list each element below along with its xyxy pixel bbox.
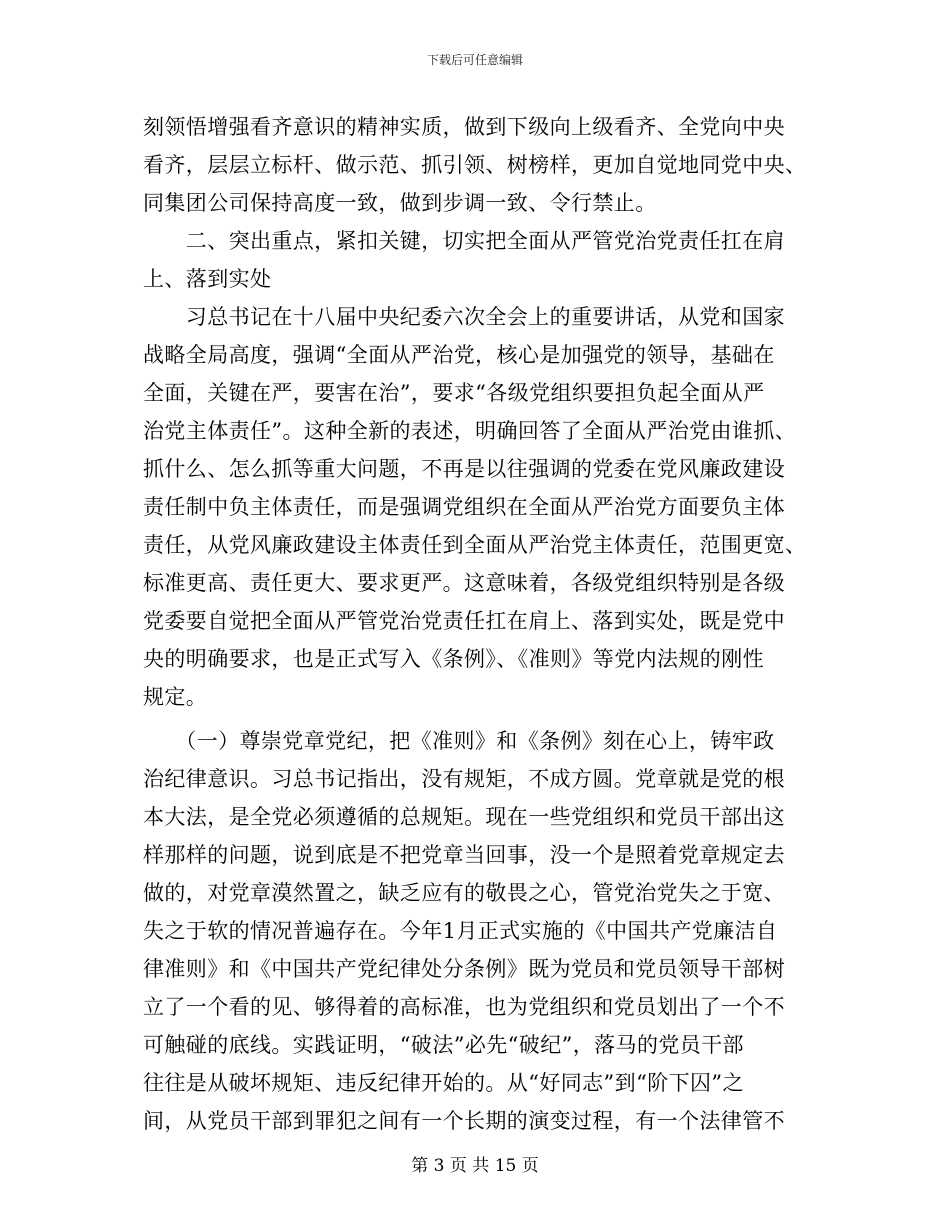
text-line: 规定。	[143, 685, 208, 709]
text-line: 治纪律意识。习总书记指出，没有规矩，不成方圆。党章就是党的根	[143, 767, 785, 791]
section-heading	[143, 222, 813, 298]
text-line: 责任制中负主体责任，而是强调党组织在全面从严治党方面要负主体	[143, 495, 785, 519]
text-line: 战略全局高度，强调“全面从严治党，核心是加强党的领导，基础在	[143, 343, 775, 367]
text-line: 律准则》和《中国共产党纪律处分条例》既为党员和党员领导干部树	[143, 957, 785, 981]
page-number: 第 3 页 共 15 页	[411, 1156, 539, 1176]
text-line: 做的，对党章漠然置之，缺乏应有的敬畏之心，管党治党失之于宽、	[143, 881, 785, 905]
text-line: （一）尊崇党章党纪，把《准则》和《条例》刻在心上，铸牢政	[143, 729, 775, 753]
text-line: 本大法，是全党必须遵循的总规矩。现在一些党组织和党员干部出这	[143, 805, 785, 829]
text-line: 可触碰的底线。实践证明，“破法”必先“破纪”，落马的党员干部	[143, 1033, 744, 1057]
text-line: 抓什么、怎么抓等重大问题，不再是以往强调的党委在党风廉政建设	[143, 457, 785, 481]
text-line: 全面，关键在严，要害在治”，要求“各级党组织要担负起全面从严	[143, 381, 765, 405]
text-line: 往往是从破坏规矩、违反纪律开始的。从“好同志”到“阶下囚”之	[143, 1071, 744, 1095]
paragraph	[143, 722, 813, 1140]
text-line: 二、突出重点，紧扣关键，切实把全面从严管党治党责任扛在肩	[143, 229, 785, 253]
text-line: 上、落到实处	[143, 267, 272, 291]
text-line: 同集团公司保持高度一致，做到步调一致、令行禁止。	[143, 191, 657, 215]
document-body	[143, 108, 813, 1140]
text-line: 责任，从党风廉政建设主体责任到全面从严治党主体责任，范围更宽、	[143, 533, 807, 557]
text-line: 刻领悟增强看齐意识的精神实质，做到下级向上级看齐、全党向中央	[143, 115, 785, 139]
text-line: 立了一个看的见、够得着的高标准，也为党组织和党员划出了一个不	[143, 995, 785, 1019]
text-line: 失之于软的情况普遍存在。今年1月正式实施的《中国共产党廉洁自	[143, 919, 778, 943]
text-line: 央的明确要求，也是正式写入《条例》、《准则》等党内法规的刚性	[143, 647, 764, 671]
text-line: 样那样的问题，说到底是不把党章当回事，没一个是照着党章规定去	[143, 843, 785, 867]
paragraph	[143, 298, 813, 716]
page-header: 下载后可任意编辑	[426, 53, 523, 67]
text-line: 习总书记在十八届中央纪委六次全会上的重要讲话，从党和国家	[143, 305, 785, 329]
text-line: 党委要自觉把全面从严管党治党责任扛在肩上、落到实处，既是党中	[143, 609, 785, 633]
paragraph	[143, 108, 813, 222]
text-line: 治党主体责任”。这种全新的表述，明确回答了全面从严治党由谁抓、	[143, 419, 797, 443]
text-line: 间，从党员干部到罪犯之间有一个长期的演变过程，有一个法律管不	[143, 1109, 785, 1133]
text-line: 看齐，层层立标杆、做示范、抓引领、树榜样，更加自觉地同党中央、	[143, 153, 807, 177]
text-line: 标准更高、责任更大、要求更严。这意味着，各级党组织特别是各级	[143, 571, 785, 595]
